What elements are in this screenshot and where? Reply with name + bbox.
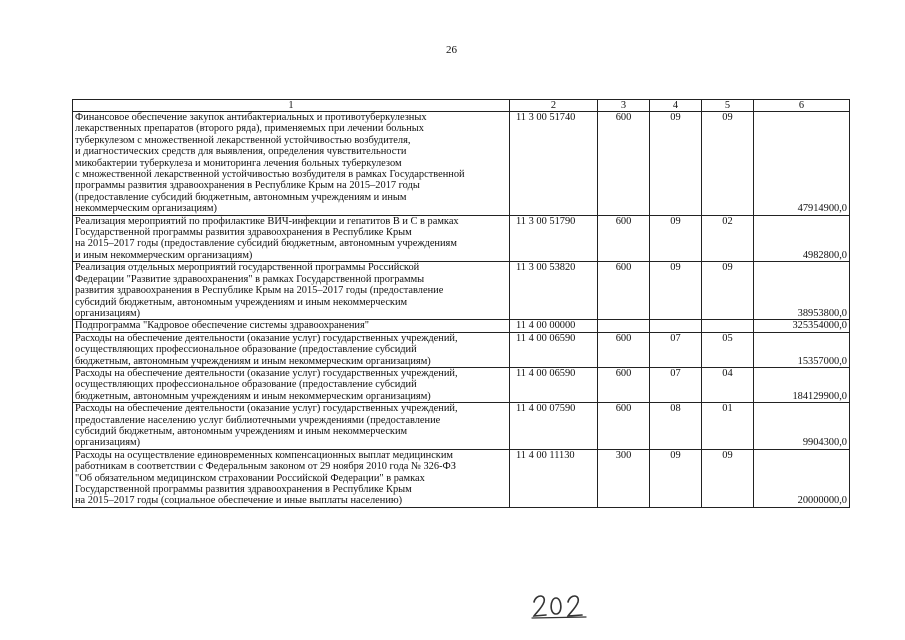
row-target-code: 11 4 00 07590 (510, 403, 598, 450)
row-expense-type: 600 (598, 403, 650, 450)
row-expense-type (598, 320, 650, 332)
table-row (73, 332, 850, 367)
table-row (73, 449, 850, 507)
row-expense-type: 600 (598, 112, 650, 216)
handwritten-page-mark (530, 590, 590, 620)
row-amount: 47914900,0 (754, 112, 850, 216)
row-description: Расходы на обеспечение деятельности (оказание услуг) государственных учреждений, предоставление населению услуг библиотечными учреждениями (предоставление субсидий бюджетным, автономным учреждениям и иным некоммерческим организациям) (73, 403, 510, 450)
row-description: Расходы на обеспечение деятельности (оказание услуг) государственных учреждений, осуществляющих профессиональное образование (предоставление субсидий бюджетным, автономным учреждениям и иным некоммерческим организациям) (73, 332, 510, 367)
row-section: 08 (650, 403, 702, 450)
table-row (73, 112, 850, 216)
header-cell: 4 (650, 100, 702, 112)
row-subsection: 04 (702, 367, 754, 402)
row-amount: 20000000,0 (754, 449, 850, 507)
row-subsection: 09 (702, 262, 754, 320)
row-amount: 184129900,0 (754, 367, 850, 402)
row-subsection: 09 (702, 449, 754, 507)
table-row (73, 367, 850, 402)
row-expense-type: 600 (598, 215, 650, 262)
row-expense-type: 600 (598, 262, 650, 320)
row-target-code: 11 3 00 51790 (510, 215, 598, 262)
row-section: 07 (650, 332, 702, 367)
row-target-code: 11 4 00 06590 (510, 332, 598, 367)
budget-table (72, 99, 850, 508)
row-target-code: 11 4 00 11130 (510, 449, 598, 507)
row-subsection (702, 320, 754, 332)
row-expense-type: 600 (598, 367, 650, 402)
row-amount: 4982800,0 (754, 215, 850, 262)
header-cell: 3 (598, 100, 650, 112)
header-cell: 5 (702, 100, 754, 112)
row-subsection: 05 (702, 332, 754, 367)
row-description: Расходы на обеспечение деятельности (оказание услуг) государственных учреждений, осуществляющих профессиональное образование (предоставление субсидий бюджетным, автономным учреждениям и иным некоммерческим организациям) (73, 367, 510, 402)
header-cell: 2 (510, 100, 598, 112)
row-section: 09 (650, 449, 702, 507)
row-amount: 9904300,0 (754, 403, 850, 450)
header-cell: 6 (754, 100, 850, 112)
row-description: Реализация мероприятий по профилактике ВИЧ-инфекции и гепатитов В и С в рамках Государственной программы развития здравоохранения в Республике Крым на 2015–2017 годы (предоставление субсидий бюджетным, автономным учреждениям и иным некоммерческим организациям) (73, 215, 510, 262)
row-expense-type: 300 (598, 449, 650, 507)
row-section: 09 (650, 112, 702, 216)
row-subsection: 01 (702, 403, 754, 450)
row-target-code: 11 4 00 06590 (510, 367, 598, 402)
header-cell: 1 (73, 100, 510, 112)
row-subsection: 02 (702, 215, 754, 262)
row-amount: 38953800,0 (754, 262, 850, 320)
row-section: 09 (650, 215, 702, 262)
page-number: 26 (446, 44, 457, 56)
row-description: Расходы на осуществление единовременных компенсационных выплат медицинским работникам в соответствии с Федеральным законом от 29 ноября 2010 года № 326-ФЗ "Об обязательном медицинском страховании Российской Федерации" в рамках Государственной программы развития здравоохранения в Республике Крым на 2015–2017 годы (социальное обеспечение и иные выплаты населению) (73, 449, 510, 507)
row-section: 07 (650, 367, 702, 402)
row-amount: 15357000,0 (754, 332, 850, 367)
row-target-code: 11 4 00 00000 (510, 320, 598, 332)
table-row (73, 320, 850, 332)
row-description: Финансовое обеспечение закупок антибактериальных и противотуберкулезных лекарственных препаратов (второго ряда), применяемых при лечении больных туберкулезом с множественной лекарственной устойчивостью возбудителя, и диагностических средств для выявления, определения чувствительности микобактерии туберкулеза и мониторинга лечения больных туберкулезом с множественной лекарственной устойчивостью возбудителя в рамках Государственной программы развития здравоохранения в Республике Крым на 2015–2017 годы (предоставление субсидий бюджетным, автономным учреждениям и иным некоммерческим организациям) (73, 112, 510, 216)
table-row (73, 215, 850, 262)
table-header-row (73, 100, 850, 112)
row-description: Реализация отдельных мероприятий государственной программы Российской Федерации "Развитие здравоохранения" в рамках Государственной программы развития здравоохранения в Республике Крым на 2015–2017 годы (предоставление субсидий бюджетным, автономным учреждениям и иным некоммерческим организациям) (73, 262, 510, 320)
table-row (73, 403, 850, 450)
table-row (73, 262, 850, 320)
row-subsection: 09 (702, 112, 754, 216)
row-target-code: 11 3 00 53820 (510, 262, 598, 320)
row-section (650, 320, 702, 332)
row-amount: 325354000,0 (754, 320, 850, 332)
row-description: Подпрограмма "Кадровое обеспечение системы здравоохранения" (73, 320, 510, 332)
row-expense-type: 600 (598, 332, 650, 367)
row-target-code: 11 3 00 51740 (510, 112, 598, 216)
row-section: 09 (650, 262, 702, 320)
